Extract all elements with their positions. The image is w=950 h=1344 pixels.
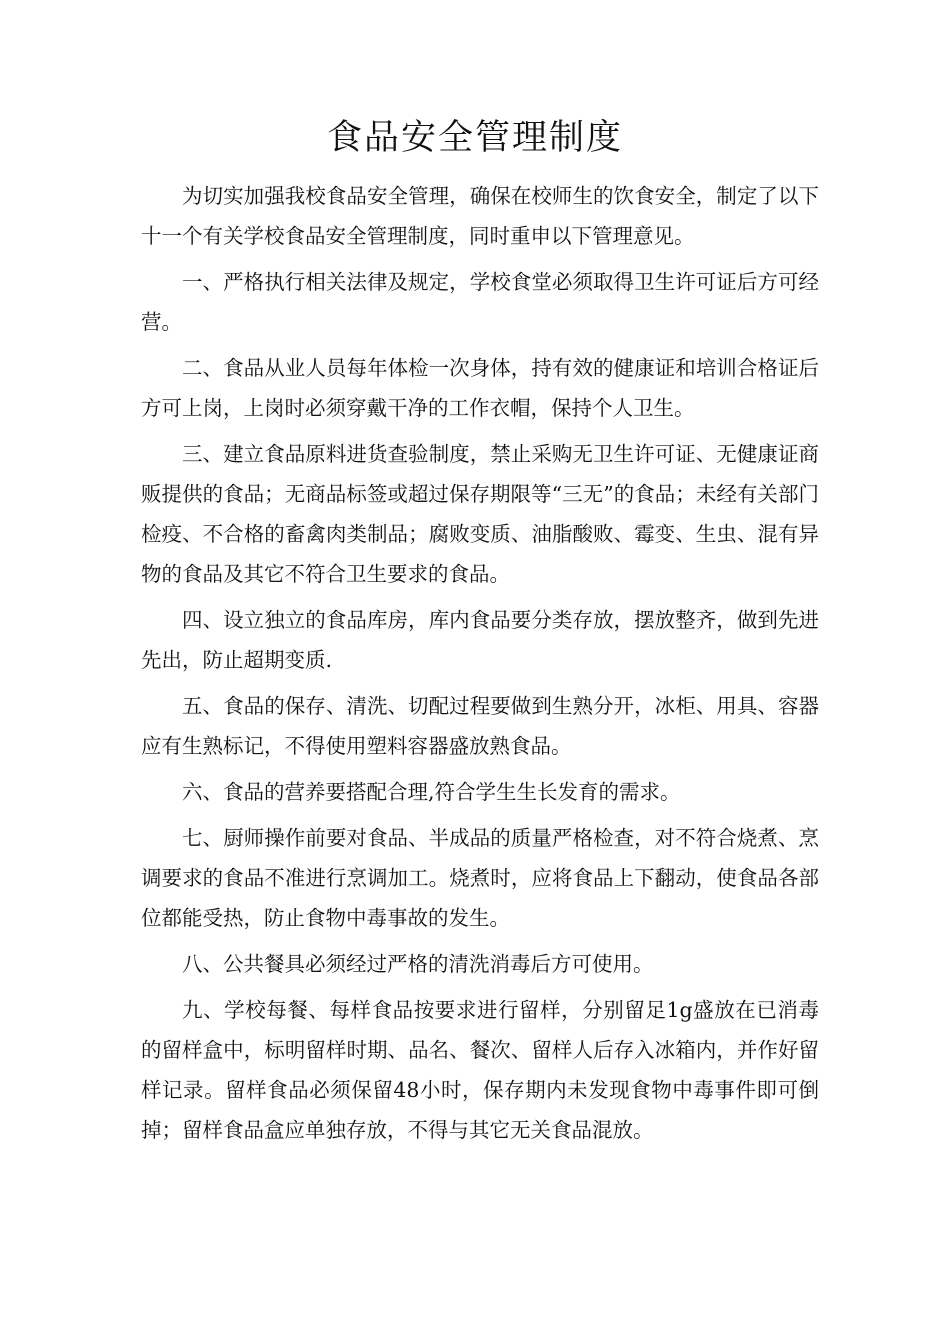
rule-2-paragraph: 二、食品从业人员每年体检一次身体，持有效的健康证和培训合格证后方可上岗，上岗时必须穿戴干净的工作衣帽，保持个人卫生。: [141, 356, 819, 420]
document-title: 食品安全管理制度: [326, 118, 623, 158]
rule-4-paragraph: 四、设立独立的食品库房，库内食品要分类存放，摆放整齐，做到先进先出，防止超期变质.: [141, 608, 819, 672]
rule-9-paragraph: 九、学校每餐、每样食品按要求进行留样，分别留足1g盛放在已消毒的留样盒中，标明留样时期、品名、餐次、留样人后存入冰箱内，并作好留样记录。留样食品必须保留48小时，保存期内未发现食物中毒事件即可倒掉；留样食品盒应单独存放，不得与其它无关食品混放。: [141, 998, 819, 1142]
document-body: [141, 176, 819, 1156]
rule-3-paragraph: 三、建立食品原料进货查验制度，禁止采购无卫生许可证、无健康证商贩提供的食品；无商品标签或超过保存期限等“三无”的食品；未经有关部门检疫、不合格的畜禽肉类制品；腐败变质、油脂酸败、霉变、生虫、混有异物的食品及其它不符合卫生要求的食品。: [141, 442, 819, 586]
rule-6-paragraph: 六、食品的营养要搭配合理,符合学生生长发育的需求。: [182, 780, 681, 804]
rule-8-paragraph: 八、公共餐具必须经过严格的清洗消毒后方可使用。: [182, 952, 654, 976]
rule-5-paragraph: 五、食品的保存、清洗、切配过程要做到生熟分开，冰柜、用具、容器应有生熟标记，不得使用塑料容器盛放熟食品。: [141, 694, 819, 758]
rule-7-paragraph: 七、厨师操作前要对食品、半成品的质量严格检查，对不符合烧煮、烹调要求的食品不准进行烹调加工。烧煮时，应将食品上下翻动，使食品各部位都能受热，防止食物中毒事故的发生。: [141, 826, 819, 930]
intro-paragraph: 为切实加强我校食品安全管理，确保在校师生的饮食安全，制定了以下十一个有关学校食品安全管理制度，同时重申以下管理意见。: [141, 184, 819, 248]
rule-1-paragraph: 一、严格执行相关法律及规定，学校食堂必须取得卫生许可证后方可经营。: [141, 270, 819, 334]
